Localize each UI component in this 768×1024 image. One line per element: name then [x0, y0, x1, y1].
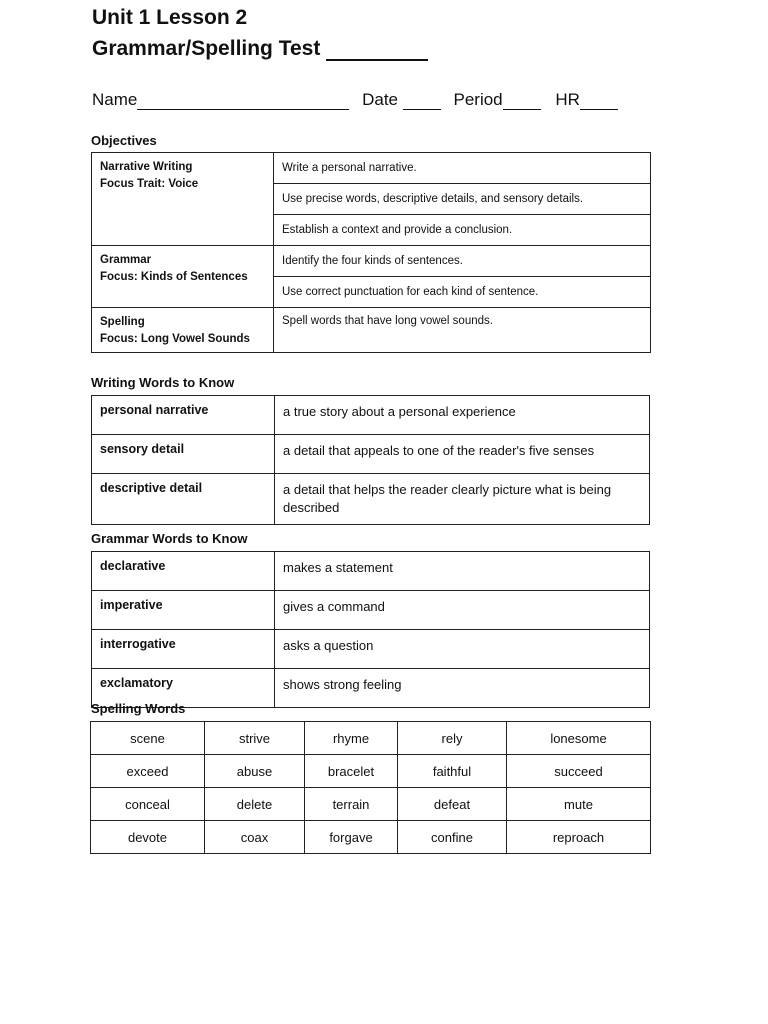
objective-item: Establish a context and provide a conclusion. [274, 215, 651, 246]
objective-group-focus: Focus Trait: Voice [100, 178, 199, 190]
objectives-heading: Objectives [91, 133, 157, 148]
unit-lesson-title: Unit 1 Lesson 2 [92, 6, 248, 29]
hr-blank [580, 93, 618, 110]
grammar-words-heading: Grammar Words to Know [91, 531, 248, 546]
table-row [92, 246, 651, 277]
objective-item: Write a personal narrative. [274, 153, 651, 184]
objective-group-title: Narrative Writing [100, 161, 193, 173]
vocab-term: imperative [92, 591, 275, 630]
vocab-term: interrogative [92, 630, 275, 669]
spelling-word: succeed [507, 755, 651, 788]
table-row [91, 788, 651, 821]
objective-group-title: Spelling [100, 316, 145, 328]
spelling-word: scene [91, 722, 205, 755]
vocab-definition: a true story about a personal experience [275, 396, 650, 435]
name-blank [137, 93, 349, 110]
vocab-definition: a detail that appeals to one of the reader's five senses [275, 435, 650, 474]
vocab-term: declarative [92, 552, 275, 591]
objective-item: Use correct punctuation for each kind of sentence. [274, 277, 651, 308]
table-row [91, 722, 651, 755]
name-label: Name [92, 90, 138, 109]
vocab-definition: a detail that helps the reader clearly picture what is being described [275, 474, 650, 525]
table-row [92, 630, 650, 669]
vocab-definition: makes a statement [275, 552, 650, 591]
table-row [92, 396, 650, 435]
spelling-word: defeat [398, 788, 507, 821]
objective-item: Identify the four kinds of sentences. [274, 246, 651, 277]
spelling-word: devote [91, 821, 205, 854]
vocab-definition: shows strong feeling [275, 669, 650, 708]
spelling-word: lonesome [507, 722, 651, 755]
spelling-word: strive [205, 722, 305, 755]
spelling-word: abuse [205, 755, 305, 788]
spelling-word: confine [398, 821, 507, 854]
spelling-word: bracelet [305, 755, 398, 788]
table-row [92, 308, 651, 353]
writing-words-table [91, 395, 650, 525]
test-title-blank [326, 39, 428, 61]
date-label: Date [362, 90, 399, 109]
vocab-term: sensory detail [92, 435, 275, 474]
test-title [92, 37, 428, 61]
hr-label: HR [555, 90, 580, 109]
objective-group-label [92, 246, 274, 308]
spelling-word: reproach [507, 821, 651, 854]
spelling-words-table [90, 721, 651, 854]
table-row [91, 755, 651, 788]
table-row [92, 153, 651, 184]
spelling-word: coax [205, 821, 305, 854]
vocab-term: personal narrative [92, 396, 275, 435]
spelling-word: mute [507, 788, 651, 821]
test-title-text: Grammar/Spelling Test [92, 37, 321, 60]
objective-item: Use precise words, descriptive details, and sensory details. [274, 184, 651, 215]
spelling-word: conceal [91, 788, 205, 821]
objective-item: Spell words that have long vowel sounds. [274, 308, 651, 353]
spelling-word: delete [205, 788, 305, 821]
objective-group-label [92, 308, 274, 353]
spelling-word: exceed [91, 755, 205, 788]
objective-group-title: Grammar [100, 254, 152, 266]
spelling-word: forgave [305, 821, 398, 854]
spelling-word: faithful [398, 755, 507, 788]
objectives-table [91, 152, 651, 353]
table-row [92, 591, 650, 630]
objective-group-label [92, 153, 274, 246]
table-row [92, 552, 650, 591]
table-row [91, 821, 651, 854]
vocab-definition: gives a command [275, 591, 650, 630]
grammar-words-table [91, 551, 650, 708]
period-blank [503, 93, 541, 110]
student-info-row [92, 90, 618, 110]
period-label: Period [453, 90, 503, 109]
vocab-term: descriptive detail [92, 474, 275, 525]
table-row [92, 435, 650, 474]
vocab-term: exclamatory [92, 669, 275, 708]
objective-group-focus: Focus: Kinds of Sentences [100, 271, 248, 283]
date-blank [403, 93, 441, 110]
writing-words-heading: Writing Words to Know [91, 375, 235, 390]
spelling-words-heading: Spelling Words [91, 701, 186, 716]
vocab-definition: asks a question [275, 630, 650, 669]
spelling-word: terrain [305, 788, 398, 821]
spelling-word: rhyme [305, 722, 398, 755]
table-row [92, 474, 650, 525]
spelling-word: rely [398, 722, 507, 755]
objective-group-focus: Focus: Long Vowel Sounds [100, 333, 250, 345]
